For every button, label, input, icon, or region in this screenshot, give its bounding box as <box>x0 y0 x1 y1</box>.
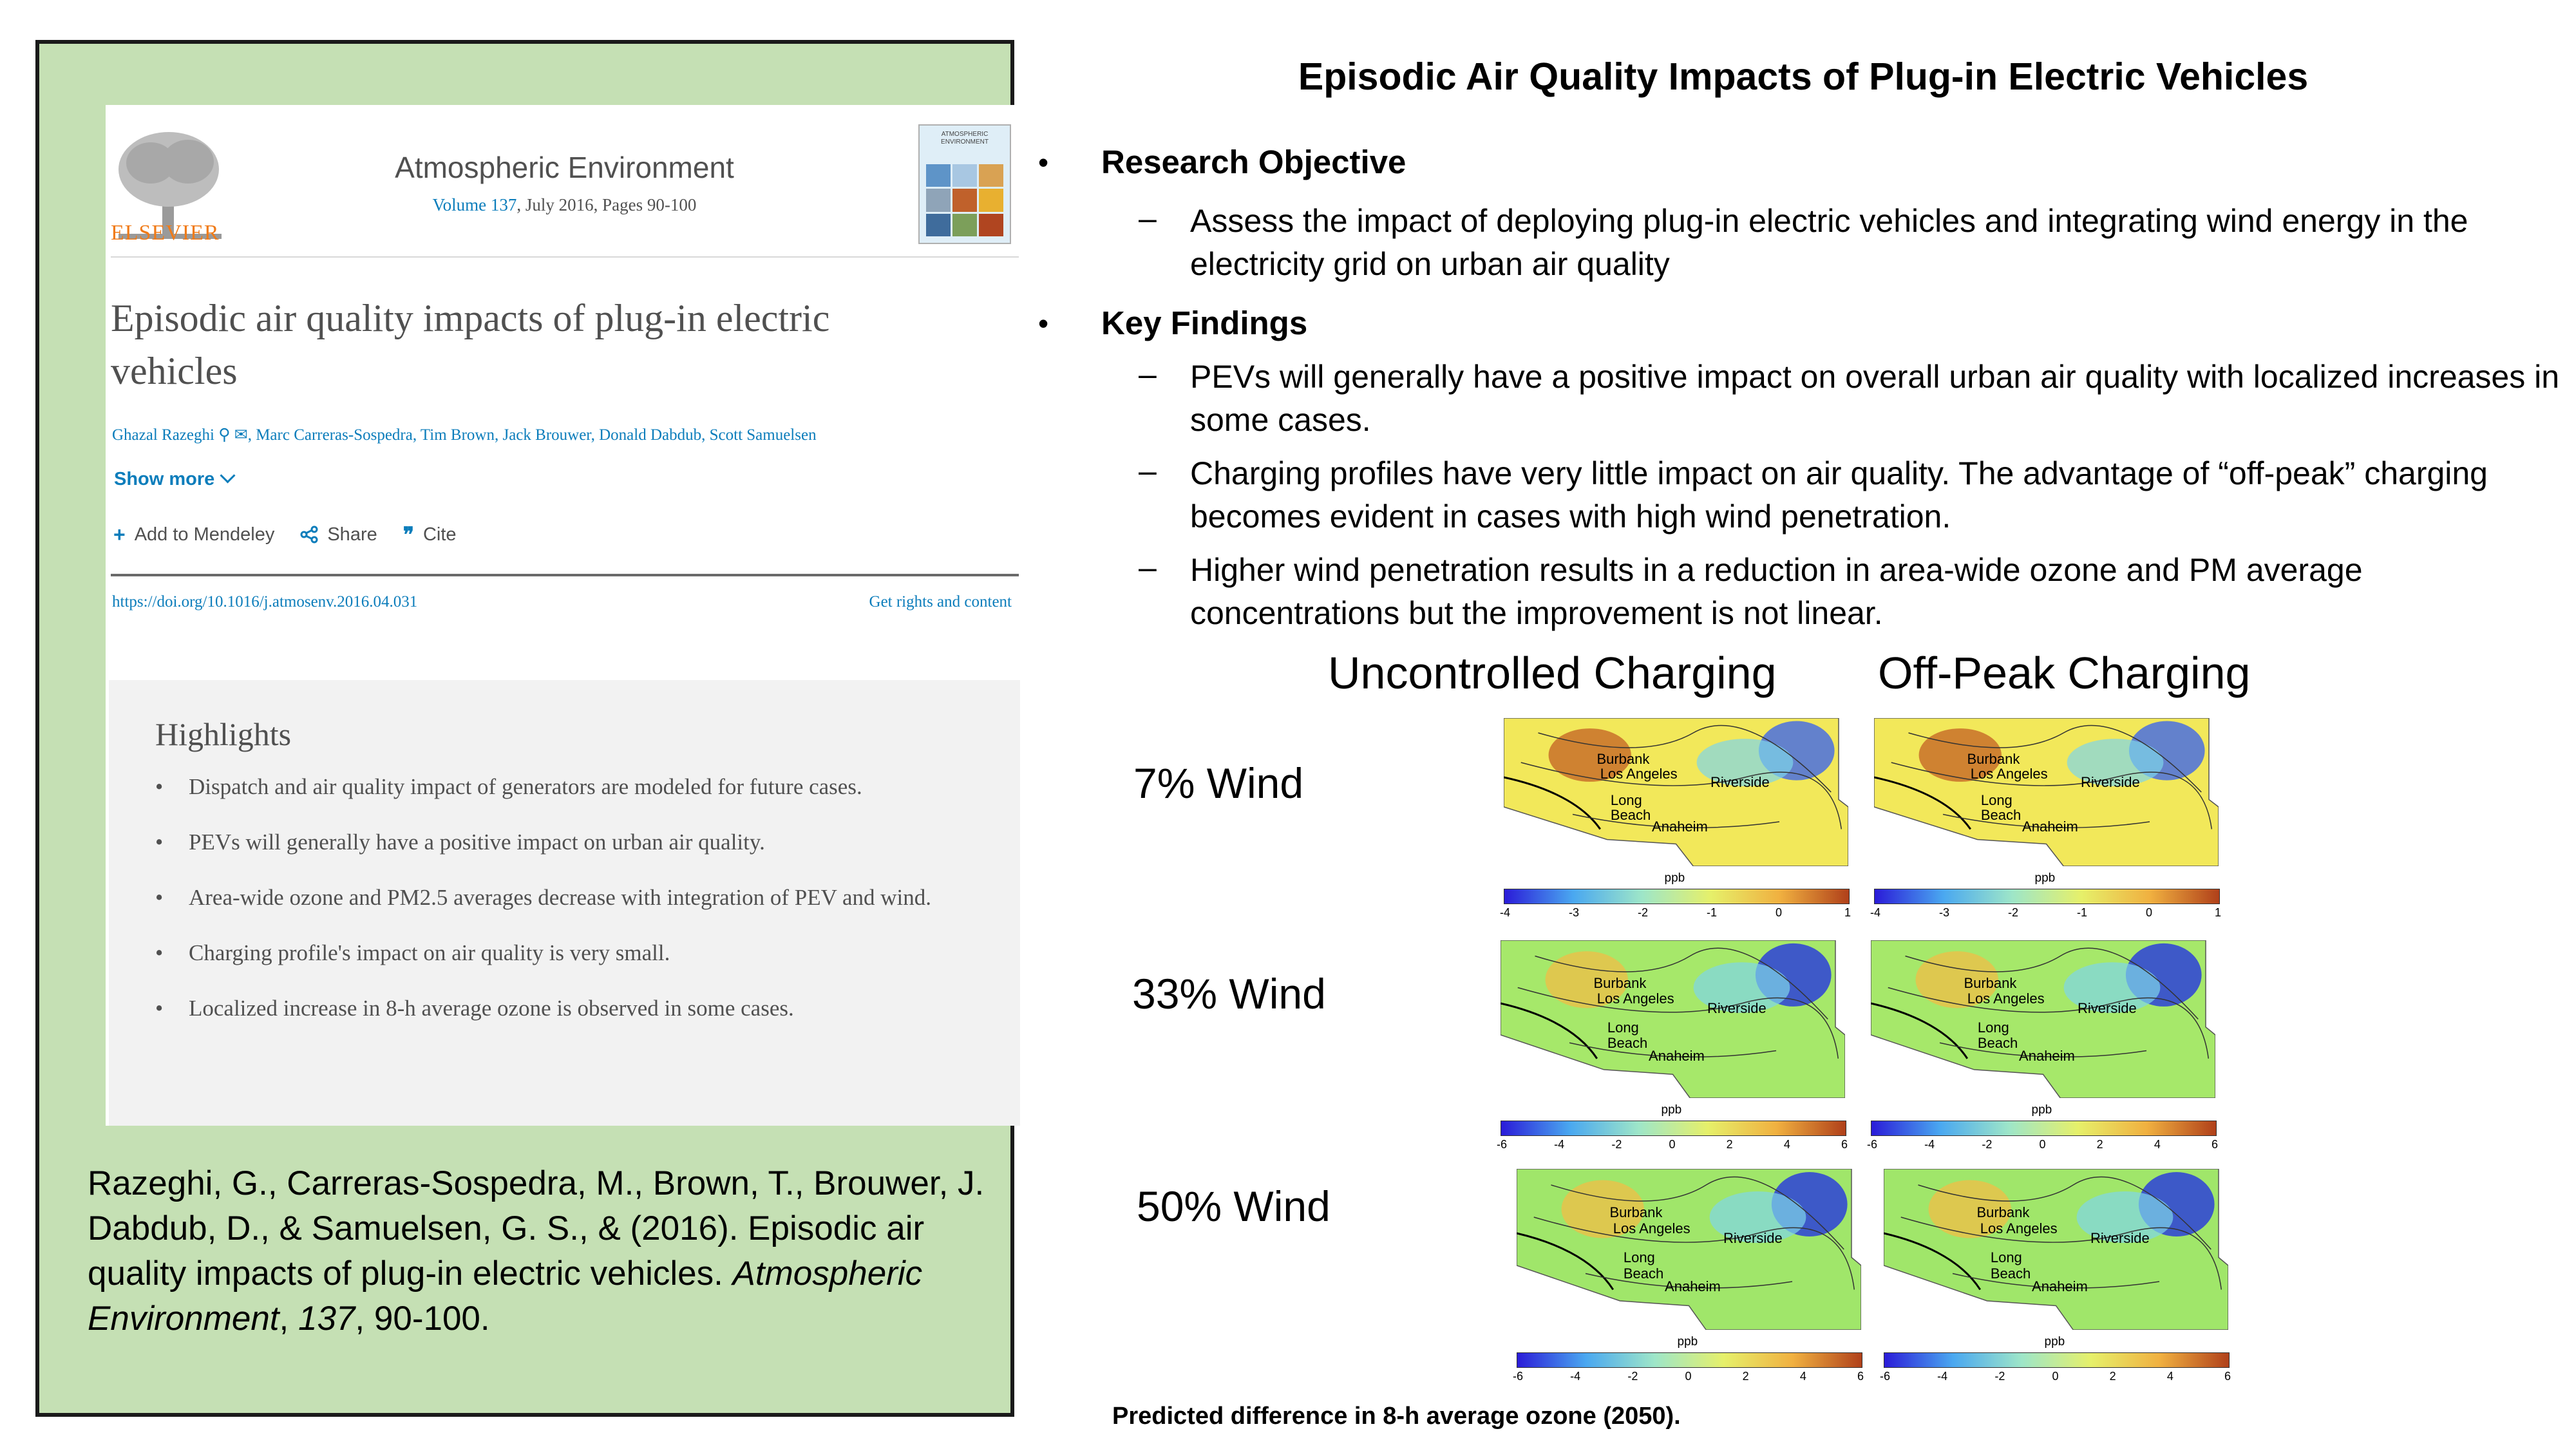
journal-name[interactable]: Atmospheric Environment <box>395 151 734 184</box>
highlight-item: • PEVs will generally have a positive impact on urban air quality. <box>155 826 947 859</box>
colorbar-tick-label: -6 <box>1513 1370 1524 1383</box>
map-place-label: Los Angeles <box>1967 990 2045 1007</box>
colorbar-tick-label: 0 <box>2146 906 2153 919</box>
finding-item: Higher wind penetration results in a reduction in area-wide ozone and PM average concentrations but the improvement is not linear. <box>1190 552 2363 631</box>
map-place-label: Anaheim <box>1652 819 1708 835</box>
finding-item: PEVs will generally have a positive impact on overall urban air quality with localized increases in some cases. <box>1190 359 2560 438</box>
article-actions <box>113 522 457 547</box>
map-place-label: Riverside <box>1710 774 1770 791</box>
colorbar-tick-label: -2 <box>1982 1138 1993 1151</box>
map-place-label: Anaheim <box>2022 819 2078 835</box>
highlights-list <box>155 770 947 1047</box>
ozone-difference-map <box>1870 718 2222 950</box>
colorbar-tick-label: -4 <box>1554 1138 1565 1151</box>
map-place-label: Long <box>1623 1249 1655 1265</box>
colorbar-tick-label: 0 <box>1669 1138 1676 1151</box>
row-label-33-wind: 33% Wind <box>1132 970 1326 1018</box>
colorbar <box>1517 1352 1862 1368</box>
colorbar-tick-label: -2 <box>1994 1370 2005 1383</box>
map-place-label: Beach <box>1980 807 2022 823</box>
map-place-label: Riverside <box>2081 774 2140 791</box>
citation-volume: 137 <box>298 1300 355 1338</box>
map-place-label: Burbank <box>1596 750 1650 767</box>
cite-button[interactable] <box>403 522 457 547</box>
header-divider <box>111 256 1019 258</box>
map-place-label: Los Angeles <box>1600 765 1678 782</box>
colorbar-tick-label: 2 <box>1742 1370 1749 1383</box>
map-place-label: Beach <box>1990 1265 2031 1282</box>
doi-link[interactable]: https://doi.org/10.1016/j.atmosenv.2016.04.031 <box>112 593 418 611</box>
map-place-label: Anaheim <box>1665 1278 1721 1294</box>
colorbar <box>1501 1121 1846 1136</box>
colorbar-tick-label: -6 <box>1497 1138 1508 1151</box>
map-place-label: Anaheim <box>1649 1047 1705 1064</box>
volume-details: , July 2016, Pages 90-100 <box>516 195 697 214</box>
doi-divider <box>111 574 1019 576</box>
figure-caption: Predicted difference in 8-h average ozone (2050). <box>1112 1403 1681 1430</box>
colorbar-unit: ppb <box>2044 1335 2065 1349</box>
map-image <box>1884 1169 2228 1330</box>
colorbar-tick-label: -3 <box>1569 906 1580 919</box>
slide-title: Episodic Air Quality Impacts of Plug-in Electric Vehicles <box>1298 55 2309 98</box>
share-button[interactable] <box>300 524 377 545</box>
map-place-label: Los Angeles <box>1970 765 2048 782</box>
colorbar <box>1504 889 1850 904</box>
map-place-label: Los Angeles <box>1613 1220 1690 1236</box>
objective-text: Assess the impact of deploying plug-in electric vehicles and integrating wind energy in the electricity grid on urban air quality <box>1190 203 2468 282</box>
colorbar-tick-label: 4 <box>1783 1138 1790 1151</box>
add-to-mendeley-button[interactable] <box>113 523 274 547</box>
map-place-label: Burbank <box>1593 974 1647 991</box>
get-rights-link[interactable]: Get rights and content <box>869 593 1012 611</box>
elsevier-wordmark[interactable]: ELSEVIER <box>111 221 220 245</box>
show-more-label: Show more <box>114 469 215 489</box>
colorbar-tick-label: 0 <box>2039 1138 2046 1151</box>
row-label-7-wind: 7% Wind <box>1133 759 1304 807</box>
map-place-label: Long <box>1607 1019 1639 1036</box>
dash-marker: – <box>1139 200 1157 236</box>
article-panel <box>35 40 1014 1417</box>
colorbar-tick-label: -1 <box>1707 906 1718 919</box>
dash-marker: – <box>1139 453 1157 489</box>
authors-list[interactable]: Ghazal Razeghi ⚲ ✉, Marc Carreras-Sospedra, Tim Brown, Jack Brouwer, Donald Dabdub, Scott Samuelsen <box>112 426 817 444</box>
colorbar-tick-label: -2 <box>2008 906 2019 919</box>
colorbar-tick-label: 4 <box>2154 1138 2161 1151</box>
colorbar-unit: ppb <box>2031 1103 2052 1117</box>
finding-item: Charging profiles have very little impact on air quality. The advantage of “off-peak” charging becomes evident in cases with high wind penetration. <box>1190 455 2488 535</box>
map-place-label: Burbank <box>1967 750 2020 767</box>
colorbar-tick-label: -4 <box>1570 1370 1581 1383</box>
map-place-label: Beach <box>1607 1035 1648 1051</box>
column-heading-offpeak: Off-Peak Charging <box>1878 648 2251 698</box>
objective-heading: Research Objective <box>1101 144 1406 180</box>
map-image <box>1504 718 1848 866</box>
colorbar-tick-label: 6 <box>1857 1370 1864 1383</box>
quote-icon: ❞ <box>402 523 414 546</box>
citation-pages: , 90-100. <box>355 1300 490 1338</box>
colorbar-tick-label: -4 <box>1937 1370 1948 1383</box>
article-card <box>106 105 1023 1126</box>
map-place-label: Long <box>1980 792 2012 808</box>
map-place-label: Anaheim <box>2032 1278 2088 1294</box>
ozone-difference-map <box>1497 940 1848 1182</box>
colorbar-unit: ppb <box>1677 1335 1698 1349</box>
colorbar-tick-label: 2 <box>1726 1138 1733 1151</box>
highlight-item: • Area-wide ozone and PM2.5 averages decrease with integration of PEV and wind. <box>155 881 947 914</box>
cover-image-grid <box>926 164 1003 236</box>
share-icon <box>300 526 318 544</box>
highlight-item: • Localized increase in 8-h average ozone is observed in some cases. <box>155 992 947 1025</box>
colorbar-tick-label: 2 <box>2109 1370 2116 1383</box>
colorbar-tick-label: -4 <box>1500 906 1511 919</box>
citation-separator: , <box>279 1300 298 1338</box>
map-place-label: Riverside <box>2090 1230 2150 1246</box>
colorbar-unit: ppb <box>1664 871 1685 885</box>
add-to-mendeley-label: Add to Mendeley <box>134 524 275 545</box>
map-place-label: Burbank <box>1609 1204 1663 1220</box>
row-label-50-wind: 50% Wind <box>1137 1182 1331 1230</box>
map-place-label: Long <box>1977 1019 2009 1036</box>
map-place-label: Burbank <box>1964 974 2017 991</box>
colorbar-tick-label: -2 <box>1638 906 1649 919</box>
bullet-dot: • <box>1038 307 1049 340</box>
map-place-label: Anaheim <box>2019 1047 2075 1064</box>
citation-text <box>88 1161 989 1341</box>
map-place-label: Riverside <box>1723 1230 1783 1246</box>
colorbar-unit: ppb <box>2034 871 2056 885</box>
colorbar <box>1874 889 2220 904</box>
colorbar-tick-label: -6 <box>1880 1370 1891 1383</box>
article-title: Episodic air quality impacts of plug-in electric vehicles <box>111 297 830 392</box>
map-place-label: Beach <box>1977 1035 2018 1051</box>
colorbar-tick-label: 0 <box>1776 906 1783 919</box>
citation-authors: Razeghi, G., Carreras-Sospedra, M., Brown, T., Brouwer, J. Dabdub, D., & Samuelsen, G. S., & (2016). Episodic air quality impacts of plug-in electric vehicles. <box>88 1164 985 1293</box>
dash-marker: – <box>1139 356 1157 392</box>
plus-icon: + <box>113 522 126 546</box>
highlight-item: • Charging profile's impact on air quality is very small. <box>155 936 947 970</box>
colorbar-tick-label: 6 <box>2211 1138 2219 1151</box>
cite-label: Cite <box>422 524 457 545</box>
colorbar-tick-label: 0 <box>1685 1370 1692 1383</box>
colorbar-tick-label: -1 <box>2077 906 2088 919</box>
colorbar-tick-label: -3 <box>1939 906 1950 919</box>
findings-heading: Key Findings <box>1101 305 1308 341</box>
colorbar-tick-label: -4 <box>1870 906 1881 919</box>
map-place-label: Burbank <box>1976 1204 2030 1220</box>
map-image <box>1874 718 2219 866</box>
bullet-dot: • <box>1038 146 1049 179</box>
colorbar-tick-label: -2 <box>1627 1370 1638 1383</box>
colorbar-tick-label: -6 <box>1867 1138 1878 1151</box>
map-image <box>1517 1169 1861 1330</box>
colorbar-tick-label: 0 <box>2052 1370 2059 1383</box>
ozone-difference-map <box>1880 1169 2231 1414</box>
map-place-label: Riverside <box>1707 1000 1766 1017</box>
colorbar <box>1871 1121 2217 1136</box>
colorbar <box>1884 1352 2230 1368</box>
map-place-label: Long <box>1990 1249 2022 1265</box>
colorbar-tick-label: 6 <box>2224 1370 2231 1383</box>
chevron-down-icon <box>220 468 236 483</box>
colorbar-tick-label: 2 <box>2096 1138 2103 1151</box>
highlight-item: • Dispatch and air quality impact of generators are modeled for future cases. <box>155 770 947 804</box>
colorbar-tick-label: 1 <box>1844 906 1852 919</box>
colorbar-tick-label: 4 <box>1799 1370 1806 1383</box>
highlights-section <box>109 680 1020 1126</box>
show-more-button[interactable] <box>114 469 233 490</box>
colorbar-tick-label: 6 <box>1841 1138 1848 1151</box>
ozone-difference-map <box>1513 1169 1864 1414</box>
volume-link[interactable]: Volume 137 <box>432 195 517 214</box>
colorbar-tick-label: -2 <box>1611 1138 1622 1151</box>
journal-volume <box>106 195 1023 215</box>
share-label: Share <box>327 524 377 545</box>
column-heading-uncontrolled: Uncontrolled Charging <box>1328 648 1777 698</box>
colorbar-tick-label: 1 <box>2215 906 2222 919</box>
map-place-label: Beach <box>1623 1265 1664 1282</box>
journal-cover-thumbnail[interactable] <box>918 124 1011 244</box>
map-place-label: Riverside <box>2078 1000 2137 1017</box>
map-place-label: Long <box>1610 792 1642 808</box>
map-place-label: Los Angeles <box>1980 1220 2058 1236</box>
map-place-label: Beach <box>1610 807 1651 823</box>
dash-marker: – <box>1139 549 1157 585</box>
map-image <box>1501 940 1845 1098</box>
colorbar-tick-label: -4 <box>1924 1138 1935 1151</box>
map-place-label: Los Angeles <box>1596 990 1674 1007</box>
cover-title: ATMOSPHERIC ENVIRONMENT <box>941 131 989 146</box>
ozone-difference-map <box>1500 718 1852 950</box>
ozone-difference-map <box>1867 940 2219 1182</box>
highlights-heading: Highlights <box>155 716 292 752</box>
colorbar-unit: ppb <box>1661 1103 1682 1117</box>
citation-journal: Atmospheric Environment <box>88 1255 923 1338</box>
map-image <box>1871 940 2215 1098</box>
colorbar-tick-label: 4 <box>2166 1370 2174 1383</box>
